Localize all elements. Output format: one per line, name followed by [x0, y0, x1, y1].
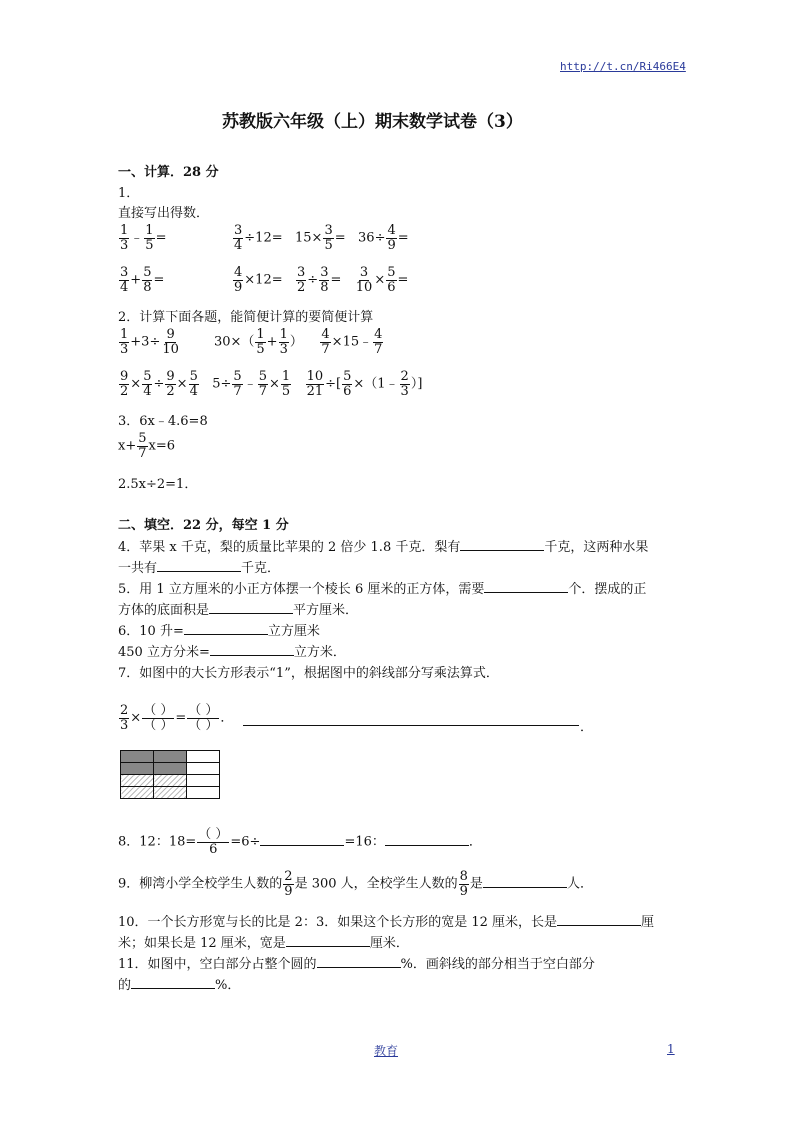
q1-number: 1． — [118, 186, 140, 201]
q8-line: 8．12：18= $\frac{( )}{6}$ =6÷ =16： ． — [118, 827, 482, 857]
q10-line1: 10．一个长方形宽与长的比是 2：3．如果这个长方形的宽是 12 厘米，长是 厘 — [118, 915, 655, 930]
q7-formula: $\frac{2}{3}$ × $\frac{( )}{( )}$ = $\frac{( )}{( )}$ ． — [120, 703, 234, 733]
q4-line1: 4．苹果 x 千克，梨的质量比苹果的 2 倍少 1.8 千克．梨有 千克，这两种水果 — [118, 540, 649, 555]
q3-equation-a: 3．6x﹣4.6=8 — [118, 414, 208, 429]
q6-line1: 6．10 升= 立方厘米 — [118, 624, 320, 639]
q10-line2: 米；如果长是 12 厘米，宽是 厘米． — [118, 936, 409, 951]
q7-rectangle-figure — [120, 750, 220, 799]
section2-heading: 二、填空．22 分，每空 1 分 — [118, 518, 289, 533]
q7-answer-blank[interactable] — [243, 725, 579, 726]
q11-line2: 的 %． — [118, 978, 241, 993]
q2-instruction: 2．计算下面各题，能简便计算的要简便计算 — [118, 310, 374, 325]
q6-line2: 450 立方分米= 立方米． — [118, 645, 346, 660]
page-title: 苏教版六年级（上）期末数学试卷（3） — [222, 112, 523, 132]
q5-line1: 5．用 1 立方厘米的小正方体摆一个棱长 6 厘米的正方体，需要 个．摆成的正 — [118, 582, 647, 597]
q4-line2: 一共有 千克． — [118, 561, 281, 576]
q2-row2-expressions: $\frac{9}{2}$ × $\frac{5}{4}$ ÷ $\frac{9}{2}$ × $\frac{5}{4}$ 5÷ $\frac{5}{7}$ ﹣ $\frac{5}{7}$ × $\frac{1}{5}$ $\frac{10}{21}$ ÷[ $\frac{5}{6}$ ×（1﹣ $\frac{2}{3}$ ）] — [120, 369, 423, 399]
q5-line2: 方体的底面积是 平方厘米． — [118, 603, 359, 618]
q3-equation-c: 2.5x÷2=1． — [118, 477, 198, 492]
q1-row2-expr1: $\frac{3}{4}$ + $\frac{5}{8}$ = — [120, 265, 165, 295]
q9-line: 9．柳湾小学全校学生人数的 $\frac{2}{9}$ 是 300 人，全校学生人数的 $\frac{8}{9}$ 是 人． — [118, 869, 593, 899]
section1-heading: 一、计算．28 分 — [118, 165, 219, 180]
footer-link[interactable]: 教育 — [374, 1044, 399, 1058]
source-url-link[interactable]: http://t.cn/Ri466E4 — [560, 60, 686, 73]
page-number: 1 — [667, 1042, 675, 1056]
q7-period: ． — [580, 720, 594, 735]
q11-line1: 11．如图中，空白部分占整个圆的 %．画斜线的部分相当于空白部分 — [118, 957, 595, 972]
q2-row1-expressions: $\frac{1}{3}$ +3÷ $\frac{9}{10}$ 30×（ $\frac{1}{5}$ + $\frac{1}{3}$ ） $\frac{4}{7}$ ×15﹣ $\frac{4}{7}$ — [120, 327, 383, 357]
q7-text: 7．如图中的大长方形表示“1”，根据图中的斜线部分写乘法算式． — [118, 666, 499, 681]
q1-row2-expr2: $\frac{4}{9}$ ×12= $\frac{3}{2}$ ÷ $\frac{3}{8}$ = $\frac{3}{10}$ × $\frac{5}{6}$ = — [234, 265, 409, 295]
q1-row1-expr2: $\frac{3}{4}$ ÷12= 15× $\frac{3}{5}$ = 36÷ $\frac{4}{9}$ = — [234, 223, 409, 253]
q1-row1-expr1: $\frac{1}{3}$ ﹣ $\frac{1}{5}$ = — [120, 223, 167, 253]
q3-equation-b: x+ $\frac{5}{7}$ x=6 — [118, 431, 176, 461]
q1-instruction: 直接写出得数． — [118, 206, 210, 221]
